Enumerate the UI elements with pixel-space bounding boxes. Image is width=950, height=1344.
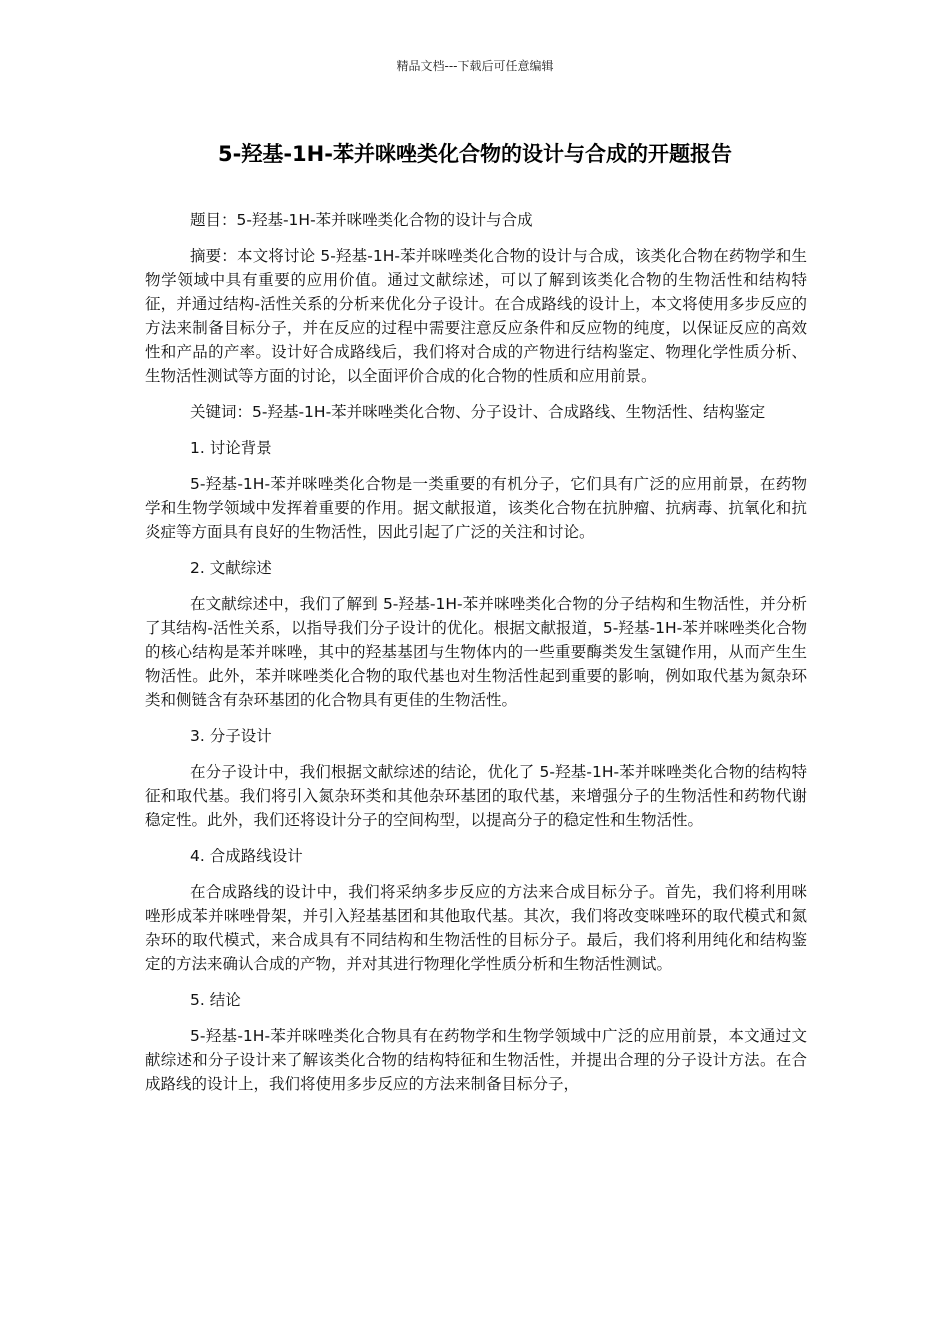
section-heading: 3. 分子设计 [190, 727, 272, 745]
header-note: 精品文档---下载后可任意编辑 [396, 59, 554, 73]
page-title: 5-羟基-1H-苯并咪唑类化合物的设计与合成的开题报告 [218, 142, 732, 166]
section-heading: 5. 结论 [190, 991, 241, 1009]
section-heading: 1. 讨论背景 [190, 439, 272, 457]
section-heading: 2. 文献综述 [190, 559, 272, 577]
section-paragraph: 5-羟基-1H-苯并咪唑类化合物是一类重要的有机分子，它们具有广泛的应用前景，在药物学和生物学领域中发挥着重要的作用。据文献报道，该类化合物在抗肿瘤、抗病毒、抗氧化和抗炎症等方面具有良好的生物活性，因此引起了广泛的关注和讨论。 [145, 475, 807, 541]
section-paragraph: 在合成路线的设计中，我们将采纳多步反应的方法来合成目标分子。首先，我们将利用咪唑形成苯并咪唑骨架，并引入羟基基团和其他取代基。其次，我们将改变咪唑环的取代模式和氮杂环的取代模式，来合成具有不同结构和生物活性的目标分子。最后，我们将利用纯化和结构鉴定的方法来确认合成的产物，并对其进行物理化学性质分析和生物活性测试。 [145, 883, 807, 973]
section-heading: 4. 合成路线设计 [190, 847, 303, 865]
topic-line: 题目：5-羟基-1H-苯并咪唑类化合物的设计与合成 [190, 211, 533, 229]
section-paragraph: 在文献综述中，我们了解到 5-羟基-1H-苯并咪唑类化合物的分子结构和生物活性，并分析了其结构-活性关系，以指导我们分子设计的优化。根据文献报道，5-羟基-1H-苯并咪唑类化合物的核心结构是苯并咪唑，其中的羟基基团与生物体内的一些重要酶类发生氢键作用，从而产生生物活性。此外，苯并咪唑类化合物的取代基也对生物活性起到重要的影响，例如取代基为氮杂环类和侧链含有杂环基团的化合物具有更佳的生物活性。 [145, 595, 807, 709]
document-body [145, 208, 807, 1108]
section-paragraph: 5-羟基-1H-苯并咪唑类化合物具有在药物学和生物学领域中广泛的应用前景，本文通过文献综述和分子设计来了解该类化合物的结构特征和生物活性，并提出合理的分子设计方法。在合成路线的设计上，我们将使用多步反应的方法来制备目标分子， [145, 1027, 807, 1093]
abstract-paragraph: 摘要：本文将讨论 5-羟基-1H-苯并咪唑类化合物的设计与合成，该类化合物在药物学和生物学领域中具有重要的应用价值。通过文献综述，可以了解到该类化合物的生物活性和结构特征，并通过结构-活性关系的分析来优化分子设计。在合成路线的设计上，本文将使用多步反应的方法来制备目标分子，并在反应的过程中需要注意反应条件和反应物的纯度，以保证反应的高效性和产品的产率。设计好合成路线后，我们将对合成的产物进行结构鉴定、物理化学性质分析、生物活性测试等方面的讨论，以全面评价合成的化合物的性质和应用前景。 [145, 247, 807, 385]
section-paragraph: 在分子设计中，我们根据文献综述的结论，优化了 5-羟基-1H-苯并咪唑类化合物的结构特征和取代基。我们将引入氮杂环类和其他杂环基团的取代基，来增强分子的生物活性和药物代谢稳定性。此外，我们还将设计分子的空间构型，以提高分子的稳定性和生物活性。 [145, 763, 807, 829]
keywords-paragraph: 关键词：5-羟基-1H-苯并咪唑类化合物、分子设计、合成路线、生物活性、结构鉴定 [190, 403, 766, 421]
